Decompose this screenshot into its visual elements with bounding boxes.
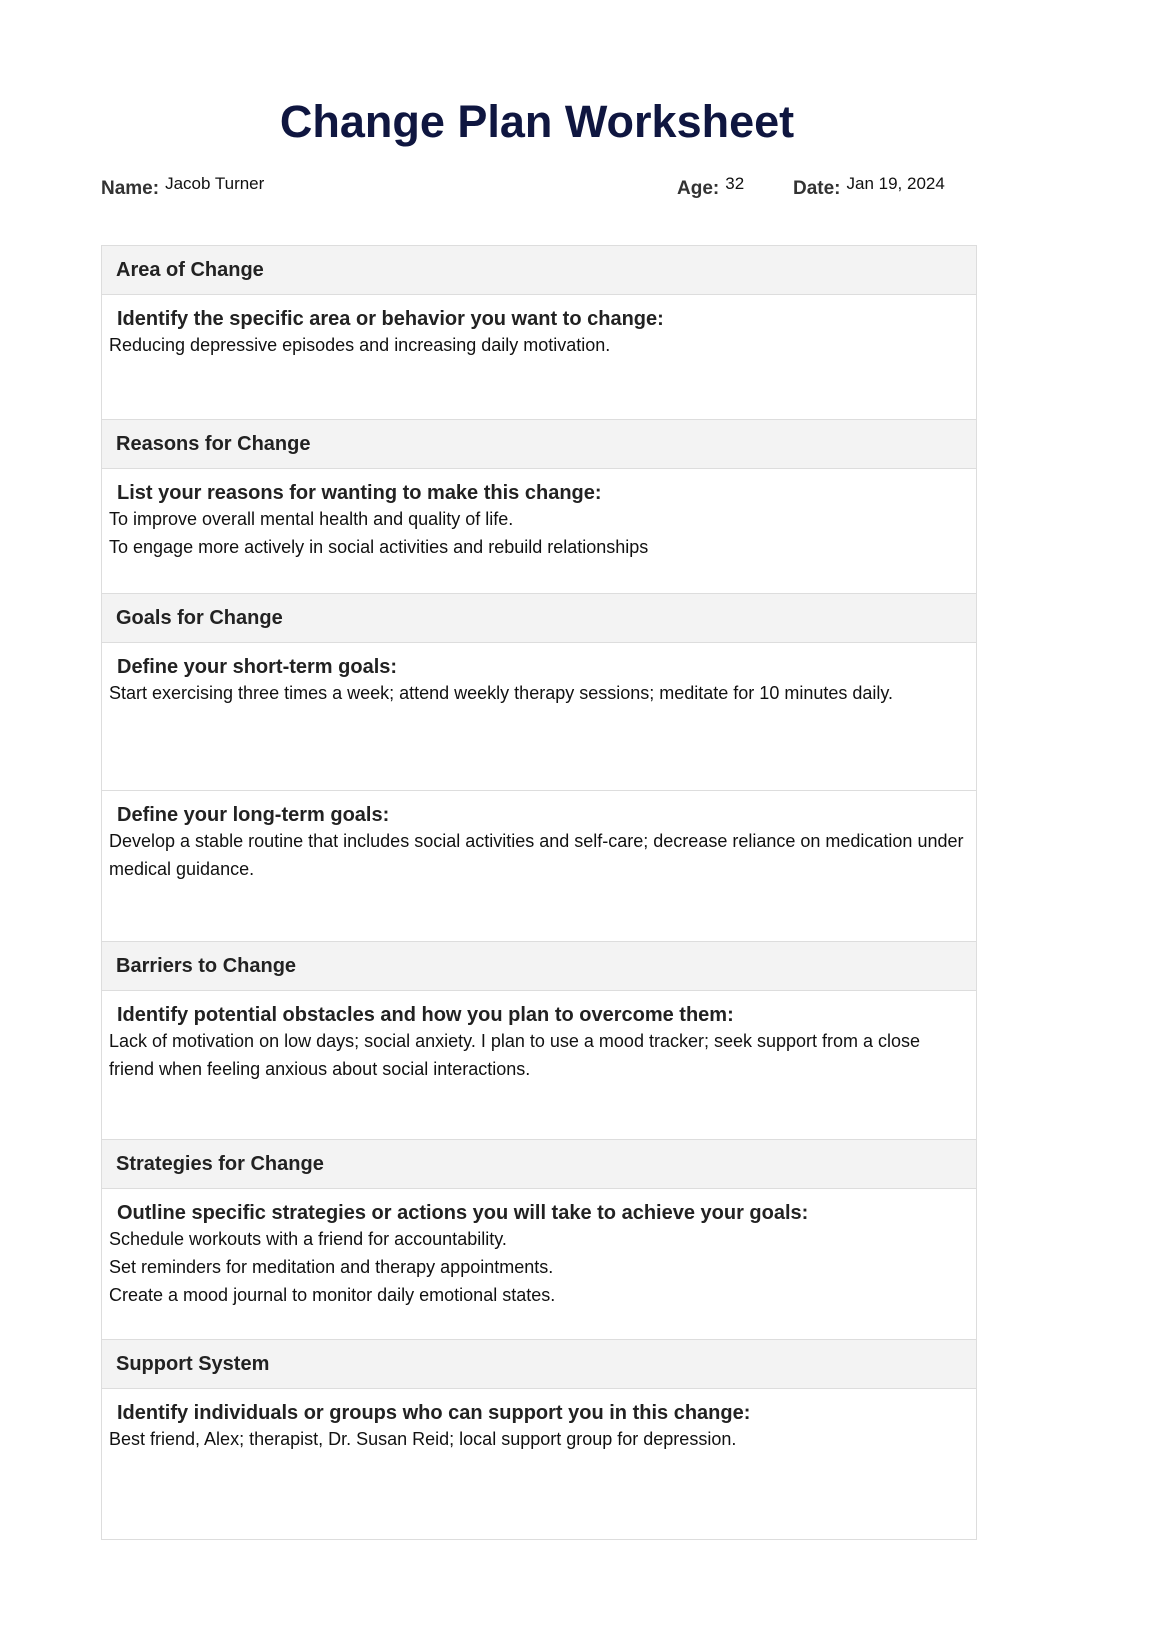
section-header: Support System: [102, 1340, 976, 1389]
date-value: Jan 19, 2024: [846, 174, 945, 193]
section-cell: [102, 1389, 976, 1539]
question-label: Identify potential obstacles and how you plan to overcome them:: [117, 1004, 734, 1026]
section-header: Goals for Change: [102, 594, 976, 643]
section-cell: [102, 469, 976, 594]
page-title: Change Plan Worksheet: [279, 96, 795, 147]
question-label: Identify individuals or groups who can support you in this change:: [117, 1402, 751, 1424]
age-label: Age:: [677, 178, 720, 199]
name-label: Name:: [101, 178, 160, 199]
answer-text: Lack of motivation on low days; social anxiety. I plan to use a mood tracker; seek support from a close friend when feeling anxious about social interactions.: [109, 1031, 921, 1079]
question-label: Define your long-term goals:: [117, 804, 390, 826]
date-field: [793, 174, 945, 200]
section-header: Reasons for Change: [102, 420, 976, 469]
answer-text: Schedule workouts with a friend for accountability.: [109, 1229, 507, 1249]
answer-text: Set reminders for meditation and therapy appointments.: [109, 1257, 554, 1277]
answer-text: Start exercising three times a week; attend weekly therapy sessions; meditate for 10 minutes daily.: [109, 683, 894, 703]
name-value: Jacob Turner: [165, 174, 265, 193]
question-label: List your reasons for wanting to make this change:: [117, 482, 602, 504]
age-field: [677, 174, 745, 200]
answer-text: Create a mood journal to monitor daily emotional states.: [109, 1285, 556, 1305]
section-cell: [102, 643, 976, 791]
section-header: Area of Change: [102, 246, 976, 295]
answer-text: To improve overall mental health and quality of life.: [109, 509, 514, 529]
section-cell: [102, 991, 976, 1140]
answer-text: Reducing depressive episodes and increasing daily motivation.: [109, 335, 611, 355]
section-cell: [102, 295, 976, 420]
section-header: Barriers to Change: [102, 942, 976, 991]
section-header: Strategies for Change: [102, 1140, 976, 1189]
name-field: [101, 174, 265, 200]
answer-text: Develop a stable routine that includes social activities and self-care; decrease reliance on medication under medical guidance.: [109, 831, 964, 879]
question-label: Identify the specific area or behavior you want to change:: [117, 308, 664, 330]
question-label: Outline specific strategies or actions you will take to achieve your goals:: [117, 1202, 809, 1224]
answer-text: To engage more actively in social activities and rebuild relationships: [109, 537, 649, 557]
answer-text: Best friend, Alex; therapist, Dr. Susan Reid; local support group for depression.: [109, 1429, 737, 1449]
worksheet-table: [101, 245, 977, 1540]
date-label: Date:: [793, 178, 841, 199]
age-value: 32: [725, 174, 745, 193]
section-cell: [102, 1189, 976, 1340]
section-cell: [102, 791, 976, 942]
question-label: Define your short-term goals:: [117, 656, 398, 678]
